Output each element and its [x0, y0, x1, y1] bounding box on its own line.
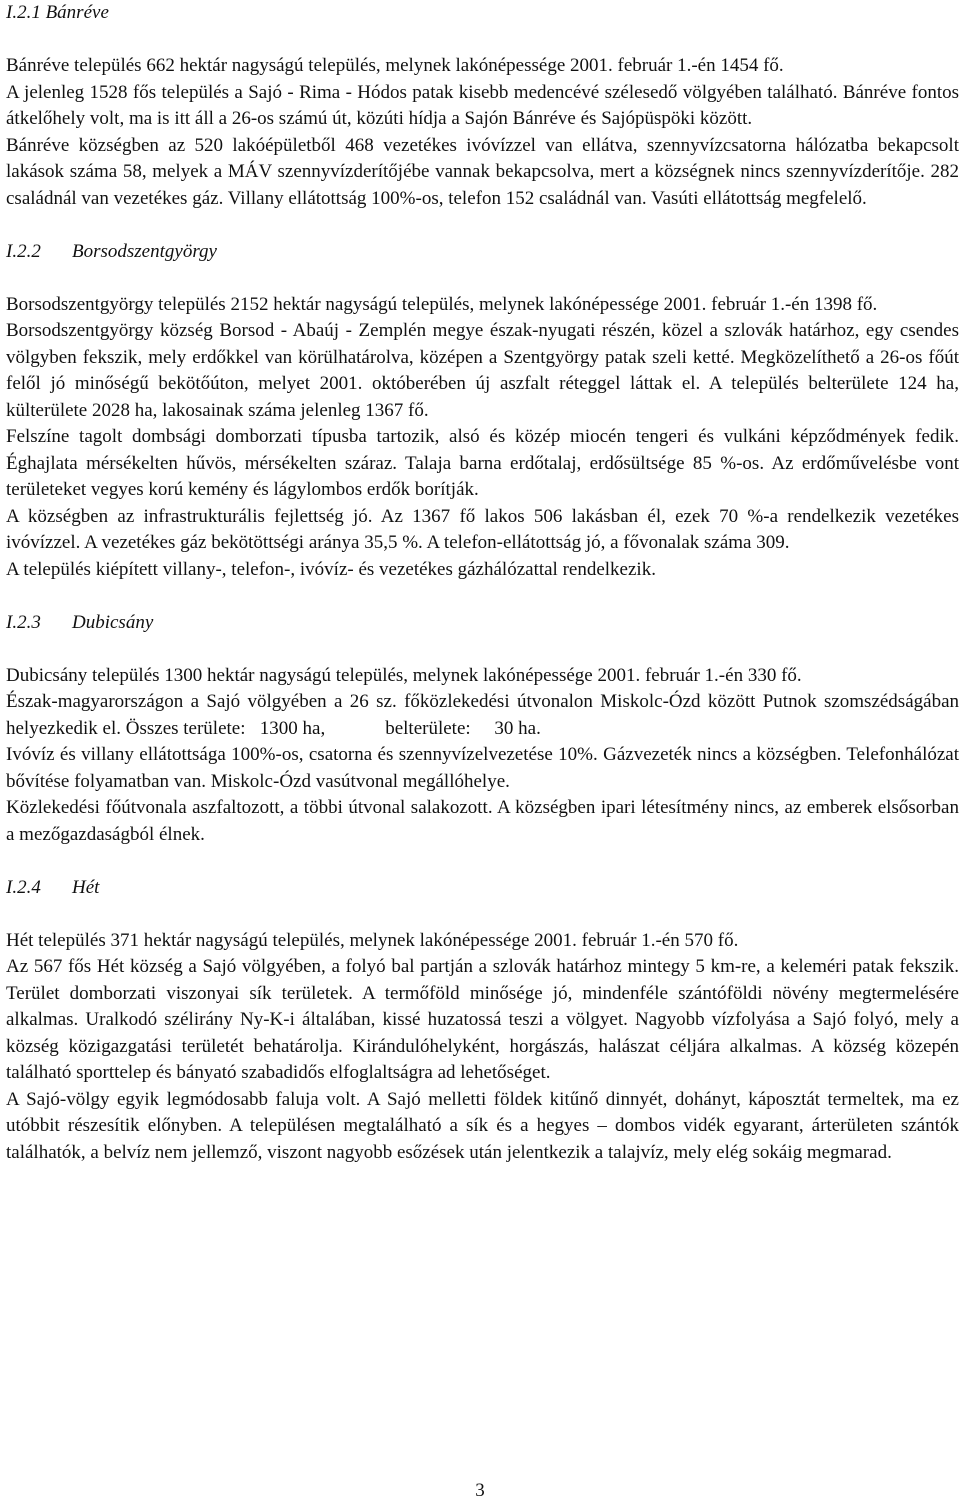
section-heading-dubicsany — [6, 610, 959, 637]
section-title: Borsodszentgyörgy — [72, 240, 217, 262]
section-heading-banreve — [6, 0, 959, 27]
paragraph: Felszíne tagolt dombsági domborzati típusba tartozik, alsó és közép miocén tengeri és vulkáni képződmények fedik. Éghajlata mérsékelten hűvös, mérsékelten száraz. Talaja barna erdőtalaj, erdősültsége 85 %-os. Az erdőművelésbe vont területeket vegyes korú kemény és lágylombos erdők borítják. — [6, 426, 959, 500]
paragraph: Az 567 fős Hét község a Sajó völgyében, a folyó bal partján a szlovák határhoz mintegy 5 km-re, a keleméri patak fekszik. Terület domborzati viszonyai sík területek. A termőföld minősége jó, mindenféle szántóföldi növény megtermelésére alkalmas. Uralkodó szélirány Ny-K-i általában, kissé huzatossá teszi a völgyet. Nagyobb vízfolyása a Sajó folyó, mely a község közigazgatási területét behatárolja. Kirándulóhelyként, horgászás, halászat céljára alkalmas. A község közepén található sporttelep és bányató szabadidős elfoglaltságra ad lehetőséget. — [6, 956, 959, 1083]
paragraph: Hét település 371 hektár nagyságú település, melynek lakónépessége 2001. február 1.-én 570 fő. — [6, 929, 739, 951]
area-total: 1300 ha, — [259, 717, 326, 739]
paragraph: Bánréve községben az 520 lakóépületből 468 vezetékes ivóvízzel van ellátva, szennyvízcsatorna hálózatba bekapcsolt lakások száma 58, melyek a MÁV szennyvízderítőjébe vannak bekapcsolva, mert a községnek nincs szennyvízderítője. 282 családnál van vezetékes gáz. Villany ellátottság 100%-os, telefon 152 családnál van. Vasúti ellátottság megfelelő. — [6, 134, 959, 209]
paragraph: Borsodszentgyörgy község Borsod - Abaúj - Zemplén megye észak-nyugati részén, közel a szlovák határhoz, egy csendes völgyben fekszik, mely erdőkkel van körülhatárolva, középen a Szentgyörgy patak szeli ketté. Megközelíthető a 26-os főút felől jó minőségű bekötőúton, melyet 2001. októberében új aszfalt réteggel láttak el. A település belterülete 124 ha, külterülete 2028 ha, lakosainak száma jelenleg 1367 fő. — [6, 320, 959, 421]
area-inner-label: belterülete: — [385, 717, 471, 739]
paragraph-text: Észak-magyarországon a Sajó völgyében a 26 sz. főközlekedési útvonalon Miskolc-Ózd között Putnok szomszédságában helyezkedik el. Összes területe: — [6, 691, 959, 739]
section-number: I.2.4 — [6, 876, 41, 898]
paragraph: Közlekedési főútvonala aszfaltozott, a többi útvonal salakozott. A községben ipari létesítmény nincs, az emberek elsősorban a mezőgazdaságból élnek. — [6, 797, 959, 845]
paragraph: A jelenleg 1528 fős település a Sajó - Rima - Hódos patak kisebb medencévé szélesedő völgyében található. Bánréve fontos átkelőhely volt, ma is itt áll a 26-os számú út, közúti hídja a Sajón Bánréve és Sajópüspöki között. — [6, 81, 959, 129]
paragraph: Borsodszentgyörgy település 2152 hektár nagyságú település, melynek lakónépessége 2001. február 1.-én 1398 fő. — [6, 293, 878, 315]
document-page — [6, 0, 959, 1166]
section-number: I.2.2 — [6, 240, 41, 262]
paragraph: A település kiépített villany-, telefon-, ivóvíz- és vezetékes gázhálózattal rendelkezik. — [6, 558, 656, 580]
page-number: 3 — [475, 1480, 485, 1501]
paragraph: A községben az infrastrukturális fejlettség jó. Az 1367 fő lakos 506 lakásban él, ezek 70 %-a rendelkezik vezetékes ivóvízzel. A vezetékes gáz bekötöttségi aránya 35,5 %. A telefon-ellátottság jó, a fővonalak száma 309. — [6, 505, 959, 553]
paragraph: Dubicsány település 1300 hektár nagyságú település, melynek lakónépessége 2001. február 1.-én 330 fő. — [6, 664, 802, 686]
paragraph: Ivóvíz és villany ellátottsága 100%-os, csatorna és szennyvízelvezetése 10%. Gázvezeték nincs a községben. Telefonhálózat bővítése folyamatban van. Miskolc-Ózd vasútvonal megállóhelye. — [6, 744, 959, 792]
section-heading-borsodszentgyorgy — [6, 239, 959, 266]
paragraph: Bánréve település 662 hektár nagyságú település, melynek lakónépessége 2001. február 1.-én 1454 fő. — [6, 55, 784, 76]
area-inner-value: 30 ha. — [494, 717, 541, 739]
section-number: I.2.1 — [6, 2, 41, 23]
section-heading-het — [6, 875, 959, 902]
section-number: I.2.3 — [6, 611, 41, 633]
section-title: Bánréve — [45, 2, 109, 23]
paragraph — [6, 689, 959, 742]
section-title: Dubicsány — [72, 611, 154, 633]
section-title: Hét — [72, 876, 100, 898]
paragraph: A Sajó-völgy egyik legmódosabb faluja volt. A Sajó melletti földek kitűnő dinnyét, dohányt, káposztát termeltek, ma ez utóbbit részesítik előnyben. A településen megtalálható a sík és a hegyes – dombos vidék egyarant, árterületen szántók találhatók, a belvíz nem jellemző, viszont nagyobb esőzések után jelentkezik a talajvíz, mely elég sokáig megmarad. — [6, 1088, 959, 1163]
